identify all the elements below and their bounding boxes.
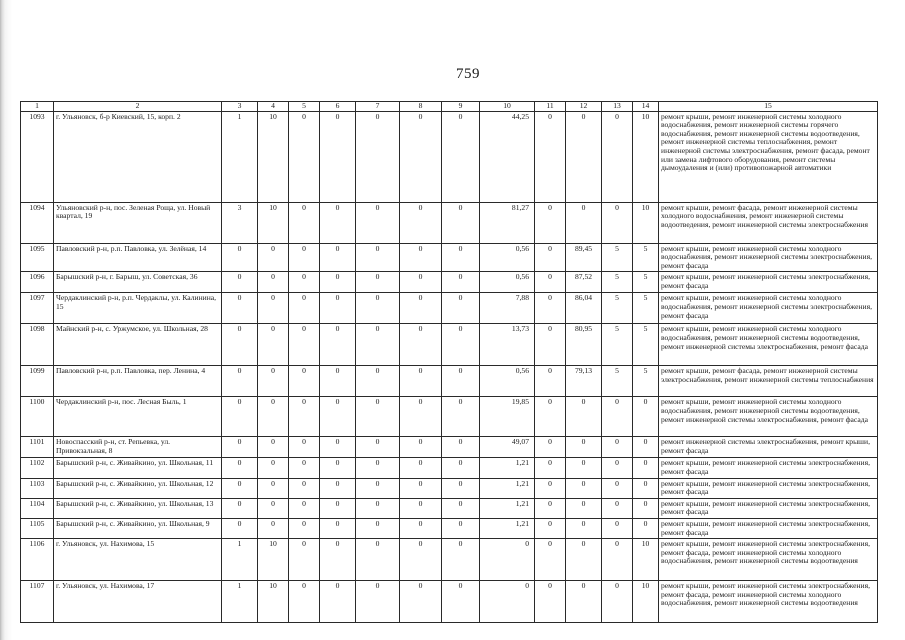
value-cell: 89,45 xyxy=(566,243,602,272)
value-cell: 0 xyxy=(535,293,566,324)
works-cell: ремонт крыши, ремонт фасада, ремонт инженерной системы электроснабжения, ремонт инженерной системы теплоснабжения xyxy=(659,366,878,397)
value-cell: 0 xyxy=(289,366,320,397)
works-cell: ремонт крыши, ремонт инженерной системы холодного водоснабжения, ремонт инженерной системы электроснабжения, ремонт фасада xyxy=(659,293,878,324)
col-header: 15 xyxy=(659,102,878,112)
address-cell: Барышский р-н, с. Живайкино, ул. Школьная, 9 xyxy=(54,518,222,538)
value-cell: 0 xyxy=(356,478,400,498)
value-cell: 0 xyxy=(566,518,602,538)
row-number-cell: 1096 xyxy=(21,272,54,293)
value-cell: 0 xyxy=(400,324,442,366)
address-cell: Павловский р-н, р.п. Павловка, пер. Ленина, 4 xyxy=(54,366,222,397)
value-cell: 0 xyxy=(222,518,258,538)
col-header: 12 xyxy=(566,102,602,112)
table-row xyxy=(21,539,878,581)
address-cell: Павловский р-н, р.п. Павловка, ул. Зелёная, 14 xyxy=(54,243,222,272)
value-cell: 0 xyxy=(442,202,480,243)
value-cell: 0 xyxy=(289,293,320,324)
value-cell: 0 xyxy=(602,581,633,623)
value-cell: 5 xyxy=(602,243,633,272)
table-row xyxy=(21,202,878,243)
value-cell: 0 xyxy=(633,498,659,518)
row-number-cell: 1102 xyxy=(21,458,54,478)
value-cell: 0 xyxy=(320,581,356,623)
col-header: 6 xyxy=(320,102,356,112)
value-cell: 0,56 xyxy=(480,272,535,293)
address-cell: г. Ульяновск, ул. Нахимова, 15 xyxy=(54,539,222,581)
value-cell: 1,21 xyxy=(480,498,535,518)
value-cell: 0 xyxy=(400,581,442,623)
value-cell: 0 xyxy=(480,539,535,581)
value-cell: 0 xyxy=(442,293,480,324)
value-cell: 0 xyxy=(602,518,633,538)
value-cell: 0 xyxy=(289,397,320,437)
address-cell: г. Ульяновск, ул. Нахимова, 17 xyxy=(54,581,222,623)
value-cell: 0 xyxy=(222,458,258,478)
value-cell: 0 xyxy=(289,518,320,538)
value-cell: 0 xyxy=(356,437,400,458)
col-header: 13 xyxy=(602,102,633,112)
value-cell: 0 xyxy=(320,202,356,243)
scan-edge xyxy=(0,0,12,640)
value-cell: 81,27 xyxy=(480,202,535,243)
value-cell: 0 xyxy=(289,581,320,623)
value-cell: 49,07 xyxy=(480,437,535,458)
works-cell: ремонт крыши, ремонт инженерной системы электроснабжения, ремонт фасада xyxy=(659,518,878,538)
header-row xyxy=(21,102,878,112)
value-cell: 0 xyxy=(442,518,480,538)
value-cell: 0 xyxy=(289,498,320,518)
value-cell: 0 xyxy=(535,437,566,458)
value-cell: 0 xyxy=(400,272,442,293)
value-cell: 0 xyxy=(289,111,320,202)
value-cell: 0 xyxy=(258,518,289,538)
value-cell: 0 xyxy=(535,539,566,581)
value-cell: 0 xyxy=(602,111,633,202)
value-cell: 0 xyxy=(602,539,633,581)
value-cell: 0 xyxy=(289,458,320,478)
address-cell: Майнский р-н, с. Уржумское, ул. Школьная, 28 xyxy=(54,324,222,366)
row-number-cell: 1099 xyxy=(21,366,54,397)
col-header: 3 xyxy=(222,102,258,112)
value-cell: 10 xyxy=(633,111,659,202)
value-cell: 0 xyxy=(258,293,289,324)
value-cell: 0 xyxy=(535,478,566,498)
value-cell: 0 xyxy=(222,324,258,366)
value-cell: 0 xyxy=(289,272,320,293)
row-number-cell: 1106 xyxy=(21,539,54,581)
value-cell: 0 xyxy=(400,243,442,272)
value-cell: 0 xyxy=(566,202,602,243)
value-cell: 44,25 xyxy=(480,111,535,202)
row-number-cell: 1097 xyxy=(21,293,54,324)
value-cell: 0 xyxy=(356,324,400,366)
works-cell: ремонт крыши, ремонт инженерной системы холодного водоснабжения, ремонт инженерной системы горячего водоснабжения, ремонт инженерной системы водоотведения, ремонт инженерной системы теплоснабжения, ремонт инженерной системы электроснабжения, ремонт фасада, ремонт или замена лифтового оборудования, ремонт системы дымоудаления и (или) противопожарной автоматики xyxy=(659,111,878,202)
value-cell: 0 xyxy=(356,518,400,538)
value-cell: 0 xyxy=(356,498,400,518)
value-cell: 0 xyxy=(258,366,289,397)
works-cell: ремонт крыши, ремонт инженерной системы электроснабжения, ремонт фасада, ремонт инженерной системы холодного водоснабжения, ремонт инженерной системы водоотведения xyxy=(659,581,878,623)
value-cell: 0 xyxy=(566,581,602,623)
value-cell: 0 xyxy=(320,243,356,272)
value-cell: 5 xyxy=(633,272,659,293)
table-row xyxy=(21,458,878,478)
works-cell: ремонт крыши, ремонт инженерной системы электроснабжения, ремонт фасада xyxy=(659,458,878,478)
value-cell: 0 xyxy=(535,518,566,538)
col-header: 8 xyxy=(400,102,442,112)
value-cell: 0 xyxy=(400,518,442,538)
value-cell: 0 xyxy=(320,111,356,202)
value-cell: 0 xyxy=(535,458,566,478)
value-cell: 1,21 xyxy=(480,458,535,478)
address-cell: г. Ульяновск, б-р Киевский, 15, корп. 2 xyxy=(54,111,222,202)
value-cell: 0 xyxy=(442,478,480,498)
col-header: 14 xyxy=(633,102,659,112)
table-row xyxy=(21,581,878,623)
table-row xyxy=(21,518,878,538)
col-header: 10 xyxy=(480,102,535,112)
address-cell: Новоспасский р-н, ст. Репьевка, ул. Привокзальная, 8 xyxy=(54,437,222,458)
value-cell: 5 xyxy=(633,324,659,366)
value-cell: 0 xyxy=(320,458,356,478)
value-cell: 0 xyxy=(356,366,400,397)
table-row xyxy=(21,111,878,202)
works-cell: ремонт инженерной системы электроснабжения, ремонт крыши, ремонт фасада xyxy=(659,437,878,458)
value-cell: 0 xyxy=(258,243,289,272)
address-cell: Ульяновский р-н, пос. Зеленая Роща, ул. Новый квартал, 19 xyxy=(54,202,222,243)
value-cell: 0 xyxy=(356,539,400,581)
table-row xyxy=(21,397,878,437)
value-cell: 0 xyxy=(258,478,289,498)
value-cell: 0 xyxy=(320,437,356,458)
value-cell: 0 xyxy=(535,202,566,243)
value-cell: 0 xyxy=(320,518,356,538)
value-cell: 10 xyxy=(258,539,289,581)
value-cell: 0 xyxy=(566,539,602,581)
value-cell: 0 xyxy=(222,243,258,272)
row-number-cell: 1107 xyxy=(21,581,54,623)
address-cell: Барышский р-н, с. Живайкино, ул. Школьная, 12 xyxy=(54,478,222,498)
value-cell: 0 xyxy=(320,324,356,366)
works-cell: ремонт крыши, ремонт инженерной системы холодного водоснабжения, ремонт инженерной системы водоотведения, ремонт инженерной системы электроснабжения, ремонт фасада xyxy=(659,397,878,437)
works-cell: ремонт крыши, ремонт инженерной системы электроснабжения, ремонт фасада, ремонт инженерной системы холодного водоснабжения, ремонт инженерной системы водоотведения xyxy=(659,539,878,581)
value-cell: 0 xyxy=(356,202,400,243)
value-cell: 0 xyxy=(566,478,602,498)
col-header: 4 xyxy=(258,102,289,112)
value-cell: 5 xyxy=(602,324,633,366)
value-cell: 0 xyxy=(535,498,566,518)
value-cell: 0 xyxy=(320,272,356,293)
value-cell: 1 xyxy=(222,539,258,581)
value-cell: 0 xyxy=(356,458,400,478)
value-cell: 0 xyxy=(633,437,659,458)
value-cell: 0 xyxy=(442,539,480,581)
value-cell: 0 xyxy=(602,397,633,437)
works-cell: ремонт крыши, ремонт инженерной системы электроснабжения, ремонт фасада xyxy=(659,478,878,498)
address-cell: Чердаклинский р-н, пос. Лесная Быль, 1 xyxy=(54,397,222,437)
value-cell: 1 xyxy=(222,111,258,202)
value-cell: 0,56 xyxy=(480,243,535,272)
col-header: 11 xyxy=(535,102,566,112)
value-cell: 0 xyxy=(320,539,356,581)
value-cell: 0 xyxy=(442,366,480,397)
value-cell: 79,13 xyxy=(566,366,602,397)
value-cell: 0 xyxy=(222,272,258,293)
value-cell: 0 xyxy=(289,243,320,272)
value-cell: 86,04 xyxy=(566,293,602,324)
value-cell: 0 xyxy=(442,498,480,518)
row-number-cell: 1103 xyxy=(21,478,54,498)
value-cell: 1,21 xyxy=(480,478,535,498)
works-cell: ремонт крыши, ремонт инженерной системы электроснабжения, ремонт фасада xyxy=(659,272,878,293)
value-cell: 0 xyxy=(400,498,442,518)
value-cell: 0 xyxy=(535,324,566,366)
col-header: 1 xyxy=(21,102,54,112)
value-cell: 0 xyxy=(258,397,289,437)
table-row xyxy=(21,293,878,324)
value-cell: 0 xyxy=(320,478,356,498)
row-number-cell: 1094 xyxy=(21,202,54,243)
value-cell: 1 xyxy=(222,581,258,623)
value-cell: 0 xyxy=(400,111,442,202)
works-cell: ремонт крыши, ремонт инженерной системы электроснабжения, ремонт фасада xyxy=(659,498,878,518)
value-cell: 0 xyxy=(222,293,258,324)
value-cell: 80,95 xyxy=(566,324,602,366)
value-cell: 0 xyxy=(535,581,566,623)
address-cell: Чердаклинский р-н, р.п. Чердаклы, ул. Калинина, 15 xyxy=(54,293,222,324)
value-cell: 0 xyxy=(320,498,356,518)
value-cell: 0 xyxy=(400,539,442,581)
value-cell: 10 xyxy=(258,202,289,243)
value-cell: 0 xyxy=(535,366,566,397)
row-number-cell: 1098 xyxy=(21,324,54,366)
value-cell: 0 xyxy=(442,458,480,478)
value-cell: 0 xyxy=(566,437,602,458)
value-cell: 0 xyxy=(320,293,356,324)
value-cell: 0 xyxy=(442,272,480,293)
row-number-cell: 1101 xyxy=(21,437,54,458)
value-cell: 0 xyxy=(442,243,480,272)
value-cell: 1,21 xyxy=(480,518,535,538)
value-cell: 0,56 xyxy=(480,366,535,397)
value-cell: 0 xyxy=(566,498,602,518)
value-cell: 0 xyxy=(258,458,289,478)
table-body xyxy=(21,111,878,623)
col-header: 9 xyxy=(442,102,480,112)
table-row xyxy=(21,437,878,458)
value-cell: 0 xyxy=(442,111,480,202)
table-row xyxy=(21,498,878,518)
value-cell: 0 xyxy=(602,202,633,243)
value-cell: 3 xyxy=(222,202,258,243)
value-cell: 0 xyxy=(535,397,566,437)
value-cell: 0 xyxy=(633,518,659,538)
table-row xyxy=(21,272,878,293)
value-cell: 0 xyxy=(566,458,602,478)
value-cell: 0 xyxy=(602,437,633,458)
value-cell: 0 xyxy=(602,458,633,478)
value-cell: 0 xyxy=(400,366,442,397)
row-number-cell: 1093 xyxy=(21,111,54,202)
value-cell: 87,52 xyxy=(566,272,602,293)
table-row xyxy=(21,478,878,498)
value-cell: 10 xyxy=(258,581,289,623)
value-cell: 0 xyxy=(356,397,400,437)
address-cell: Барышский р-н, г. Барыш, ул. Советская, 36 xyxy=(54,272,222,293)
col-header: 5 xyxy=(289,102,320,112)
value-cell: 5 xyxy=(602,366,633,397)
value-cell: 0 xyxy=(320,366,356,397)
works-cell: ремонт крыши, ремонт инженерной системы холодного водоснабжения, ремонт инженерной системы электроснабжения, ремонт фасада xyxy=(659,243,878,272)
value-cell: 0 xyxy=(320,397,356,437)
value-cell: 0 xyxy=(258,272,289,293)
value-cell: 0 xyxy=(535,243,566,272)
page-number: 759 xyxy=(456,66,480,82)
value-cell: 0 xyxy=(442,324,480,366)
value-cell: 0 xyxy=(222,397,258,437)
row-number-cell: 1105 xyxy=(21,518,54,538)
value-cell: 0 xyxy=(442,397,480,437)
value-cell: 5 xyxy=(633,243,659,272)
value-cell: 0 xyxy=(400,437,442,458)
value-cell: 0 xyxy=(222,366,258,397)
value-cell: 0 xyxy=(480,581,535,623)
value-cell: 0 xyxy=(400,478,442,498)
value-cell: 0 xyxy=(356,111,400,202)
value-cell: 0 xyxy=(602,498,633,518)
value-cell: 5 xyxy=(633,366,659,397)
value-cell: 0 xyxy=(258,437,289,458)
value-cell: 0 xyxy=(289,478,320,498)
value-cell: 0 xyxy=(442,437,480,458)
value-cell: 0 xyxy=(289,324,320,366)
value-cell: 0 xyxy=(356,243,400,272)
value-cell: 5 xyxy=(602,272,633,293)
value-cell: 0 xyxy=(356,293,400,324)
value-cell: 0 xyxy=(633,458,659,478)
value-cell: 0 xyxy=(400,458,442,478)
value-cell: 0 xyxy=(535,272,566,293)
value-cell: 10 xyxy=(258,111,289,202)
works-cell: ремонт крыши, ремонт инженерной системы холодного водоснабжения, ремонт инженерной системы водоотведения, ремонт инженерной системы электроснабжения, ремонт фасада xyxy=(659,324,878,366)
address-cell: Барышский р-н, с. Живайкино, ул. Школьная, 13 xyxy=(54,498,222,518)
value-cell: 0 xyxy=(289,202,320,243)
value-cell: 0 xyxy=(566,397,602,437)
value-cell: 0 xyxy=(289,539,320,581)
table-row xyxy=(21,243,878,272)
value-cell: 5 xyxy=(633,293,659,324)
value-cell: 0 xyxy=(356,581,400,623)
value-cell: 7,88 xyxy=(480,293,535,324)
value-cell: 0 xyxy=(356,272,400,293)
value-cell: 0 xyxy=(222,478,258,498)
value-cell: 0 xyxy=(633,397,659,437)
value-cell: 0 xyxy=(442,581,480,623)
works-cell: ремонт крыши, ремонт фасада, ремонт инженерной системы холодного водоснабжения, ремонт инженерной системы водоотведения, ремонт инженерной системы электроснабжения xyxy=(659,202,878,243)
value-cell: 0 xyxy=(258,498,289,518)
value-cell: 10 xyxy=(633,539,659,581)
row-number-cell: 1095 xyxy=(21,243,54,272)
value-cell: 0 xyxy=(400,293,442,324)
value-cell: 10 xyxy=(633,581,659,623)
table-row xyxy=(21,366,878,397)
value-cell: 10 xyxy=(633,202,659,243)
value-cell: 0 xyxy=(222,437,258,458)
value-cell: 0 xyxy=(566,111,602,202)
value-cell: 13,73 xyxy=(480,324,535,366)
value-cell: 0 xyxy=(289,437,320,458)
row-number-cell: 1104 xyxy=(21,498,54,518)
row-number-cell: 1100 xyxy=(21,397,54,437)
value-cell: 0 xyxy=(258,324,289,366)
value-cell: 0 xyxy=(400,397,442,437)
value-cell: 0 xyxy=(400,202,442,243)
value-cell: 0 xyxy=(222,498,258,518)
works-register-table xyxy=(20,101,878,623)
value-cell: 0 xyxy=(633,478,659,498)
value-cell: 5 xyxy=(602,293,633,324)
col-header: 7 xyxy=(356,102,400,112)
value-cell: 0 xyxy=(602,478,633,498)
col-header: 2 xyxy=(54,102,222,112)
value-cell: 19,85 xyxy=(480,397,535,437)
value-cell: 0 xyxy=(535,111,566,202)
table-row xyxy=(21,324,878,366)
address-cell: Барышский р-н, с. Живайкино, ул. Школьная, 11 xyxy=(54,458,222,478)
